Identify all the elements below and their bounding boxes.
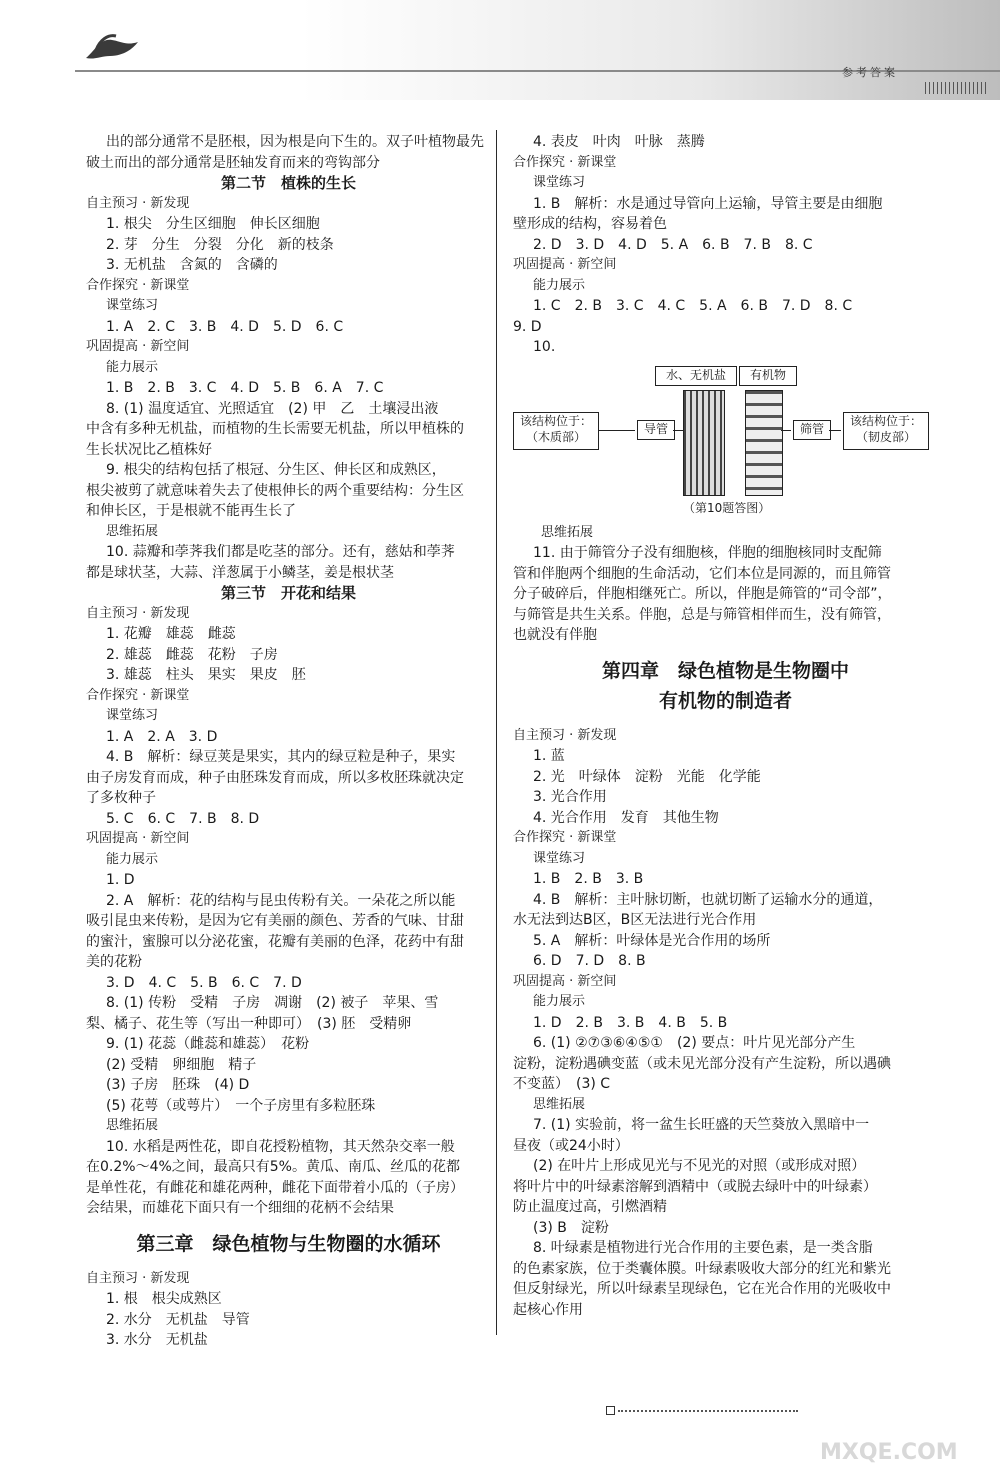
label-consolidate: 巩固提高 · 新空间 — [513, 257, 617, 272]
label-classwork: 课堂练习 — [106, 298, 159, 313]
label-coop: 合作探究 · 新课堂 — [86, 277, 190, 293]
answer-line: 1. C 2. B 3. C 4. C 5. A 6. B 7. D 8. C — [533, 298, 853, 314]
phloem-box — [843, 412, 929, 450]
section-title: 第二节 植株的生长 — [220, 174, 356, 192]
text-line: 出的部分通常不是胚根，因为根是向下生的。双子叶植物最先 — [106, 134, 484, 150]
answer-line: 2. 芽 分生 分裂 分化 新的枝条 — [106, 236, 334, 253]
page-header — [0, 0, 1000, 100]
footer-dotted-rule — [618, 1410, 798, 1412]
label-consolidate: 巩固提高 · 新空间 — [513, 973, 617, 989]
answer-line: 5. C 6. C 7. B 8. D — [106, 810, 260, 827]
chapter-title-line2: 有机物的制造者 — [658, 689, 792, 712]
label-consolidate: 巩固提高 · 新空间 — [86, 339, 190, 354]
answer-line: 9. D — [513, 318, 542, 335]
answer-line: 7. (1) 实验前，将一盆生长旺盛的天竺葵放入黑暗中一 — [533, 1117, 870, 1133]
xylem-box-line: （木质部） — [525, 429, 586, 444]
label-classwork: 课堂练习 — [106, 708, 159, 723]
answer-line: 但反射绿光，所以叶绿素呈现绿色，它在光合作用的光吸收中 — [513, 1281, 891, 1297]
answer-line: 3. 雄蕊 柱头 果实 果皮 胚 — [106, 667, 306, 683]
answer-line: (3) B 淀粉 — [533, 1219, 609, 1236]
xylem-box-line: 该结构位于： — [519, 413, 592, 428]
answer-line: 10. 蒜瓣和荸荠我们都是吃茎的部分。还有，慈姑和荸荠 — [106, 544, 455, 560]
answer-line: 3. 无机盐 含氮的 含磷的 — [106, 257, 278, 273]
answer-line: 1. A 2. C 3. B 4. D 5. D 6. C — [106, 318, 344, 335]
answer-line: 6. D 7. D 8. B — [533, 953, 646, 969]
answer-line: 壁形成的结构，容易着色 — [513, 216, 667, 232]
label-thinking: 思维拓展 — [106, 523, 159, 539]
label-ability: 能力展示 — [533, 277, 586, 293]
label-thinking: 思维拓展 — [106, 1118, 159, 1133]
phloem-box-line: （韧皮部） — [855, 429, 916, 444]
label-ability: 能力展示 — [106, 359, 159, 375]
vessel-image — [683, 390, 725, 496]
answer-line: 10. 水稻是两性花，即自花授粉植物，其天然杂交率一般 — [106, 1138, 455, 1155]
right-column — [513, 132, 938, 1320]
answer-line: 与筛管是共生关系。伴胞，总是与筛管相伴而生，没有筛管， — [513, 606, 891, 623]
label-classwork: 课堂练习 — [533, 850, 586, 866]
phloem-box-line: 该结构位于： — [849, 413, 922, 428]
answer-line: 的色素家族，位于类囊体膜。叶绿素吸收大部分的红光和紫光 — [513, 1260, 891, 1277]
answer-line: 4. B 解析：绿豆荚是果实，其内的绿豆粒是种子，果实 — [106, 749, 456, 765]
site-watermark: MXQE.COM — [820, 1440, 958, 1465]
answer-line: 1. 蓝 — [533, 748, 565, 764]
answer-line: 8. (1) 温度适宜、光照适宜 (2) 甲 乙 土壤浸出液 — [106, 400, 439, 417]
label-preview: 自主预习 · 新发现 — [513, 727, 617, 743]
answer-line: 都是球状茎，大蒜、洋葱属于小鳞茎，姜是根状茎 — [86, 564, 394, 581]
answer-line: 1. B 2. B 3. C 4. D 5. B 6. A 7. C — [106, 380, 384, 396]
answer-line: 管和伴胞两个细胞的生命活动，它们本位是同源的，而且筛管 — [513, 565, 891, 582]
footer-square — [606, 1406, 615, 1415]
vessel-label-box: 导管 — [637, 420, 675, 440]
water-box: 水、无机盐 — [655, 366, 737, 386]
arrow-line — [781, 430, 791, 431]
answer-line: 8. 叶绿素是植物进行光合作用的主要色素，是一类含脂 — [533, 1240, 873, 1256]
chapter-title: 第三章 绿色植物与生物圈的水循环 — [136, 1232, 441, 1255]
answer-line: 的蜜汁，蜜腺可以分泌花蜜，花瓣有美丽的色泽，花药中有甜 — [86, 933, 464, 950]
answer-line: 昼夜（或24小时） — [513, 1137, 629, 1154]
label-preview: 自主预习 · 新发现 — [86, 605, 190, 621]
answer-line: 5. A 解析：叶绿体是光合作用的场所 — [533, 932, 771, 949]
left-column — [86, 132, 491, 1351]
answer-line: 了多枚种子 — [86, 790, 156, 806]
answer-line: 生长状况比乙植株好 — [86, 441, 212, 458]
answer-line: 2. D 3. D 4. D 5. A 6. B 7. B 8. C — [533, 236, 813, 253]
answer-line: 美的花粉 — [86, 954, 142, 970]
answer-line: 3. D 4. C 5. B 6. C 7. D — [106, 974, 302, 991]
answer-line: 4. 表皮 叶肉 叶脉 蒸腾 — [533, 134, 705, 150]
answer-line: 2. 雄蕊 雌蕊 花粉 子房 — [106, 646, 278, 663]
answer-line: 中含有多种无机盐，而植物的生长需要无机盐，所以甲植株的 — [86, 421, 464, 437]
answer-line: 9. 根尖的结构包括了根冠、分生区、伸长区和成熟区， — [106, 462, 446, 478]
sieve-tube-image — [745, 390, 783, 496]
answer-line: 将叶片中的叶绿素溶解到酒精中（或脱去绿叶中的叶绿素） — [513, 1178, 877, 1195]
answer-line: 吸引昆虫来传粉，是因为它有美丽的颜色、芳香的气味、甘甜 — [86, 913, 464, 929]
header-label: 参考答案 — [842, 66, 898, 79]
arrow-line — [599, 430, 635, 431]
label-thinking: 思维拓展 — [533, 1096, 586, 1112]
section-title: 第三节 开花和结果 — [220, 584, 356, 602]
answer-line: 1. A 2. A 3. D — [106, 728, 218, 745]
answer-line: 2. A 解析：花的结构与昆虫传粉有关。一朵花之所以能 — [106, 892, 456, 909]
answer-line: 8. (1) 传粉 受精 子房 凋谢 (2) 被子 苹果、雪 — [106, 995, 439, 1011]
label-consolidate: 巩固提高 · 新空间 — [86, 831, 190, 846]
arrow-line — [673, 430, 683, 431]
answer-line: (3) 子房 胚珠 (4) D — [106, 1077, 250, 1093]
answer-line: 起核心作用 — [513, 1301, 583, 1318]
answer-line: 3. 光合作用 — [533, 789, 607, 805]
bird-logo-icon — [82, 28, 142, 68]
answer-line: 不变蓝） (3) C — [513, 1076, 611, 1092]
chapter-title: 第四章 绿色植物是生物圈中 — [601, 659, 849, 682]
answer-line: 会结果，而雄花下面只有一个细细的花柄不会结果 — [86, 1200, 394, 1216]
xylem-box — [513, 412, 599, 450]
label-classwork: 课堂练习 — [533, 175, 586, 190]
answer-line: 9. (1) 花蕊（雌蕊和雄蕊） 花粉 — [106, 1036, 310, 1052]
barcode-strip — [925, 82, 989, 94]
answer-line: 1. D 2. B 3. B 4. B 5. B — [533, 1014, 728, 1031]
answer-line: (2) 在叶片上形成见光与不见光的对照（或形成对照） — [533, 1158, 866, 1174]
label-coop: 合作探究 · 新课堂 — [513, 154, 617, 170]
answer-line: 10. — [533, 339, 556, 355]
label-ability: 能力展示 — [106, 851, 159, 867]
stem-structure-diagram — [513, 362, 938, 517]
answer-line: 防止温度过高，引燃酒精 — [513, 1199, 667, 1215]
answer-line: 在0.2%～4%之间，最高只有5%。黄瓜、南瓜、丝瓜的花都 — [86, 1159, 460, 1175]
answer-line: 4. B 解析：主叶脉切断，也就切断了运输水分的通道， — [533, 891, 883, 908]
column-divider — [496, 130, 497, 1335]
answer-line: 4. 光合作用 发育 其他生物 — [533, 809, 719, 826]
answer-line: 1. 花瓣 雄蕊 雌蕊 — [106, 626, 236, 642]
answer-line: 1. B 2. B 3. B — [533, 871, 644, 887]
answer-line: 根尖被剪了就意味着失去了使根伸长的两个重要结构：分生区 — [86, 482, 464, 499]
label-preview: 自主预习 · 新发现 — [86, 195, 190, 211]
answer-line: 2. 光 叶绿体 淀粉 光能 化学能 — [533, 768, 761, 785]
answer-line: 1. 根 根尖成熟区 — [106, 1291, 222, 1307]
answer-line: 淀粉，淀粉遇碘变蓝（或未见光部分没有产生淀粉，所以遇碘 — [513, 1055, 891, 1072]
answer-line: (5) 花萼（或萼片） 一个子房里有多粒胚珠 — [106, 1097, 376, 1114]
answer-line: 1. 根尖 分生区细胞 伸长区细胞 — [106, 216, 320, 232]
text-line: 破土而出的部分通常是胚轴发育而来的弯钩部分 — [86, 154, 380, 171]
answer-line: 由子房发育而成，种子由胚珠发育而成，所以多枚胚珠就决定 — [86, 769, 464, 786]
answer-line: 1. D — [106, 872, 135, 888]
label-coop: 合作探究 · 新课堂 — [86, 687, 190, 703]
answer-line: 也就没有伴胞 — [513, 627, 597, 643]
answer-line: 2. 水分 无机盐 导管 — [106, 1311, 250, 1328]
answer-line: 3. 水分 无机盐 — [106, 1332, 208, 1348]
answer-line: 和伸长区，于是根就不能再生长了 — [86, 503, 296, 519]
answer-line: 11. 由于筛管分子没有细胞核，伴胞的细胞核同时支配筛 — [533, 545, 882, 561]
answer-line: 梨、橘子、花生等（写出一种即可） (3) 胚 受精卵 — [86, 1015, 412, 1032]
answer-line: 水无法到达B区，B区无法进行光合作用 — [513, 912, 757, 928]
figure-caption: （第10题答图） — [683, 500, 771, 515]
answer-line: 1. B 解析：水是通过导管向上运输，导管主要是由细胞 — [533, 195, 883, 212]
sieve-label-box: 筛管 — [793, 420, 831, 440]
organic-box: 有机物 — [739, 366, 797, 386]
answer-line: 分子破碎后，伴胞相继死亡。所以，伴胞是筛管的“司令部”， — [513, 586, 892, 602]
answer-line: 6. (1) ②⑦③⑥④⑤① (2) 要点：叶片见光部分产生 — [533, 1035, 856, 1051]
arrow-line — [829, 430, 841, 431]
label-thinking: 思维拓展 — [541, 524, 594, 540]
label-preview: 自主预习 · 新发现 — [86, 1270, 190, 1286]
label-coop: 合作探究 · 新课堂 — [513, 830, 617, 845]
answer-line: 是单性花，有雌花和雄花两种，雌花下面带着小瓜的（子房） — [86, 1179, 464, 1196]
label-ability: 能力展示 — [533, 994, 586, 1009]
answer-line: (2) 受精 卵细胞 精子 — [106, 1056, 257, 1073]
